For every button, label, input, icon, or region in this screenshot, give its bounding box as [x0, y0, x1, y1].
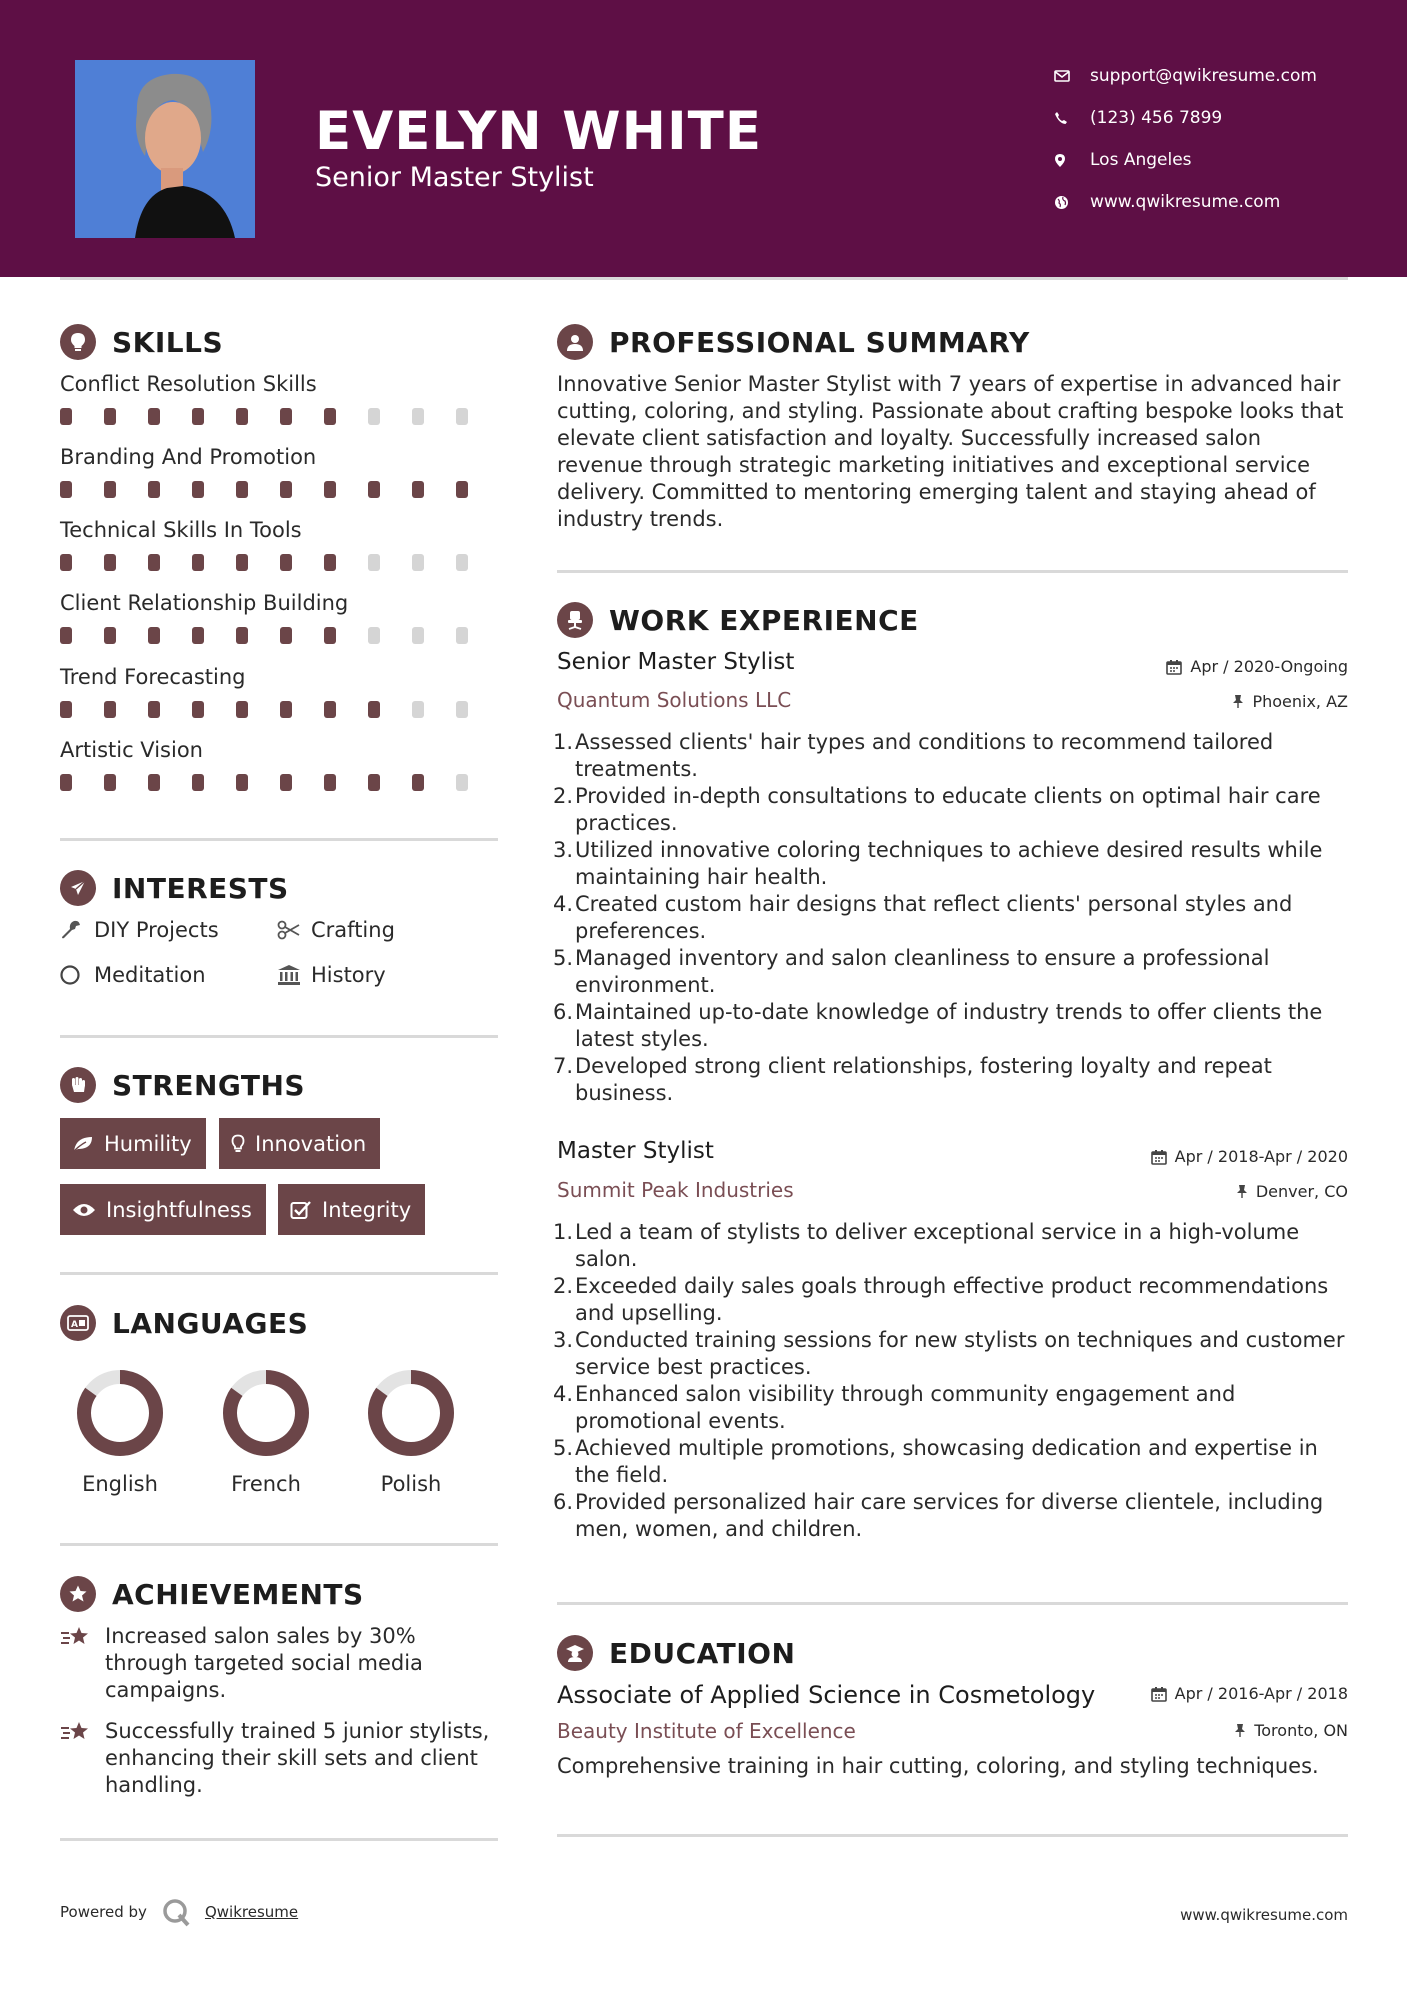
skill-rating	[60, 481, 500, 498]
skill-rating	[60, 408, 500, 425]
interest-item: DIY Projects	[60, 918, 219, 942]
skills-title: SKILLS	[112, 325, 224, 359]
rating-dot-filled	[368, 701, 380, 718]
education-section-header	[557, 1635, 795, 1671]
job-date: Apr / 2020-Ongoing	[1166, 657, 1348, 676]
graduate-icon	[557, 1635, 593, 1671]
profile-photo	[75, 60, 255, 238]
skill-rating	[60, 701, 500, 718]
rating-dot-filled	[280, 554, 292, 571]
rating-dot-filled	[236, 701, 248, 718]
rating-dot-filled	[60, 701, 72, 718]
rating-dot-filled	[324, 481, 336, 498]
company-name: Summit Peak Industries	[557, 1178, 794, 1202]
list-item: 4. Created custom hair designs that reflect clients' personal styles and preferences.	[553, 892, 1293, 943]
languages-title: LANGUAGES	[112, 1306, 309, 1340]
rating-dot-filled	[324, 554, 336, 571]
list-item: 3. Conducted training sessions for new stylists on techniques and customer service best practices.	[553, 1328, 1345, 1379]
pushpin-icon	[1232, 694, 1244, 709]
raised-fist-icon	[60, 1067, 96, 1103]
section-divider	[60, 838, 498, 841]
skill-name: Client Relationship Building	[60, 591, 349, 615]
school-name: Beauty Institute of Excellence	[557, 1719, 856, 1743]
summary-title: PROFESSIONAL SUMMARY	[609, 325, 1030, 359]
check-square-icon	[290, 1200, 312, 1220]
section-divider	[557, 570, 1348, 573]
rating-dot-filled	[368, 774, 380, 791]
rating-dot-filled	[236, 554, 248, 571]
rating-dot-filled	[280, 774, 292, 791]
contact-phone[interactable]: (123) 456 7899	[1054, 97, 1317, 139]
language-donut	[221, 1368, 311, 1458]
list-item: 6. Provided personalized hair care services for diverse clientele, including men, women, and children.	[553, 1490, 1324, 1541]
rating-dot-empty	[368, 408, 380, 425]
interest-item: History	[277, 963, 386, 987]
wrench-icon	[60, 919, 94, 941]
job-title: Senior Master Stylist	[557, 649, 795, 675]
rating-dot-filled	[236, 481, 248, 498]
rating-dot-filled	[104, 627, 116, 644]
achievement-item: Successfully trained 5 junior stylists, enhancing their skill sets and client handling.	[60, 1718, 500, 1799]
user-icon	[557, 324, 593, 360]
achievements-title: ACHIEVEMENTS	[112, 1577, 364, 1611]
rating-dot-empty	[456, 701, 468, 718]
lightbulb-icon	[231, 1134, 245, 1154]
rating-dot-filled	[324, 701, 336, 718]
rating-dot-empty	[412, 627, 424, 644]
globe-icon	[1054, 195, 1090, 210]
eye-icon	[72, 1202, 96, 1218]
rating-dot-filled	[368, 481, 380, 498]
section-divider	[60, 1838, 498, 1841]
skill-rating	[60, 774, 500, 791]
interests-title: INTERESTS	[112, 871, 289, 905]
rating-dot-filled	[192, 774, 204, 791]
skill-item	[60, 518, 500, 571]
map-pin-icon	[1054, 153, 1090, 168]
calendar-icon	[1166, 659, 1182, 675]
list-item: 5. Achieved multiple promotions, showcasing dedication and expertise in the field.	[553, 1436, 1318, 1487]
rating-dot-empty	[368, 554, 380, 571]
job-responsibilities	[553, 1219, 1353, 1543]
rating-dot-filled	[104, 774, 116, 791]
skill-name: Conflict Resolution Skills	[60, 372, 317, 396]
skill-name: Technical Skills In Tools	[60, 518, 302, 542]
language-name: English	[82, 1472, 158, 1496]
rating-dot-filled	[104, 408, 116, 425]
strength-tag: Humility	[60, 1118, 206, 1169]
rating-dot-empty	[412, 408, 424, 425]
contact-location: Los Angeles	[1054, 139, 1317, 181]
footer-url[interactable]: www.qwikresume.com	[1180, 1906, 1348, 1924]
rating-dot-filled	[192, 554, 204, 571]
company-name: Quantum Solutions LLC	[557, 688, 792, 712]
list-item: 6. Maintained up-to-date knowledge of industry trends to offer clients the latest styles.	[553, 1000, 1323, 1051]
rating-dot-filled	[280, 627, 292, 644]
leaf-icon	[72, 1135, 94, 1153]
star-badge-icon	[60, 1576, 96, 1612]
rating-dot-filled	[412, 481, 424, 498]
qwikresume-link[interactable]: Qwikresume	[204, 1903, 299, 1921]
rating-dot-filled	[280, 481, 292, 498]
rating-dot-filled	[60, 554, 72, 571]
achievement-item: Increased salon sales by 30% through targeted social media campaigns.	[60, 1623, 500, 1704]
skills-section-header	[60, 324, 223, 360]
language-item	[50, 1368, 190, 1496]
rating-dot-empty	[456, 554, 468, 571]
interest-item: Meditation	[60, 963, 206, 987]
rating-dot-filled	[324, 774, 336, 791]
job-title: Master Stylist	[557, 1138, 714, 1164]
list-item: 5. Managed inventory and salon cleanliness to ensure a professional environment.	[553, 946, 1270, 997]
pushpin-icon	[1234, 1723, 1246, 1738]
rating-dot-empty	[456, 408, 468, 425]
rating-dot-filled	[148, 481, 160, 498]
header-divider	[60, 277, 1348, 280]
section-divider	[60, 1272, 498, 1275]
education-description: Comprehensive training in hair cutting, coloring, and styling techniques.	[557, 1754, 1319, 1778]
contact-website[interactable]: www.qwikresume.com	[1054, 181, 1317, 223]
section-divider	[557, 1602, 1348, 1605]
skill-name: Trend Forecasting	[60, 665, 246, 689]
contact-list	[1054, 55, 1317, 223]
skill-item	[60, 665, 500, 718]
rating-dot-filled	[280, 701, 292, 718]
rating-dot-empty	[456, 627, 468, 644]
rating-dot-filled	[456, 481, 468, 498]
interest-item: Crafting	[277, 918, 395, 942]
scissors-icon	[277, 920, 311, 940]
degree-title: Associate of Applied Science in Cosmetology	[557, 1681, 1096, 1709]
list-item: 1. Led a team of stylists to deliver exceptional service in a high-volume salon.	[553, 1220, 1300, 1271]
rating-dot-filled	[192, 627, 204, 644]
list-item: 2. Exceeded daily sales goals through effective product recommendations and upselling.	[553, 1274, 1329, 1325]
skill-item	[60, 372, 500, 425]
strengths-section-header	[60, 1067, 305, 1103]
list-item: 4. Enhanced salon visibility through community engagement and promotional events.	[553, 1382, 1236, 1433]
footer-branding	[60, 1897, 298, 1927]
education-title: EDUCATION	[609, 1636, 796, 1670]
language-donut	[75, 1368, 165, 1458]
svg-text:A: A	[71, 1320, 78, 1330]
rating-dot-empty	[412, 554, 424, 571]
education-location: Toronto, ON	[1234, 1721, 1348, 1740]
rating-dot-filled	[324, 408, 336, 425]
rating-dot-filled	[60, 774, 72, 791]
language-name: Polish	[380, 1472, 442, 1496]
rating-dot-filled	[236, 627, 248, 644]
skill-rating	[60, 554, 500, 571]
summary-text: Innovative Senior Master Stylist with 7 years of expertise in advanced hair cutting, coloring, and styling. Passionate about crafting bespoke looks that elevate client satisfaction and loyalty. Successfully increased salon revenue through strategic marketing initiatives and exceptional service delivery. Committed to mentoring emerging talent and staying ahead of industry trends.	[557, 372, 1344, 531]
strength-tag: Integrity	[278, 1184, 425, 1235]
experience-title: WORK EXPERIENCE	[609, 603, 919, 637]
office-chair-icon	[557, 602, 593, 638]
phone-icon	[1054, 111, 1090, 125]
envelope-icon	[1054, 69, 1090, 83]
section-divider	[557, 1834, 1348, 1837]
rating-dot-filled	[412, 774, 424, 791]
museum-icon	[277, 964, 311, 986]
circle-icon	[60, 964, 94, 986]
shooting-star-icon	[60, 1623, 105, 1704]
powered-by-label: Powered by	[60, 1903, 147, 1921]
job-responsibilities	[553, 729, 1353, 1107]
skill-item	[60, 738, 500, 791]
paper-plane-icon	[60, 870, 96, 906]
rating-dot-filled	[104, 701, 116, 718]
skill-name: Artistic Vision	[60, 738, 203, 762]
rating-dot-filled	[148, 774, 160, 791]
rating-dot-filled	[104, 554, 116, 571]
list-item: 3. Utilized innovative coloring techniques to achieve desired results while maintaining hair health.	[553, 838, 1323, 889]
strength-tag: Insightfulness	[60, 1184, 266, 1235]
rating-dot-empty	[368, 627, 380, 644]
list-item: 2. Provided in-depth consultations to educate clients on optimal hair care practices.	[553, 784, 1321, 835]
interests-section-header	[60, 870, 289, 906]
job-location: Phoenix, AZ	[1232, 692, 1348, 711]
rating-dot-filled	[148, 627, 160, 644]
rating-dot-filled	[324, 627, 336, 644]
skill-name: Branding And Promotion	[60, 445, 317, 469]
language-name: French	[231, 1472, 301, 1496]
experience-section-header	[557, 602, 919, 638]
resume-header	[0, 0, 1407, 277]
rating-dot-filled	[280, 408, 292, 425]
rating-dot-filled	[148, 554, 160, 571]
shooting-star-icon	[60, 1718, 105, 1799]
list-item: 1. Assessed clients' hair types and conditions to recommend tailored treatments.	[553, 730, 1274, 781]
job-location: Denver, CO	[1236, 1182, 1348, 1201]
pushpin-icon	[1236, 1184, 1248, 1199]
qwikresume-logo	[161, 1897, 191, 1927]
language-item	[341, 1368, 481, 1496]
rating-dot-filled	[148, 701, 160, 718]
rating-dot-filled	[236, 774, 248, 791]
language-card-icon	[60, 1305, 96, 1341]
list-item: 7. Developed strong client relationships, fostering loyalty and repeat business.	[553, 1054, 1272, 1105]
rating-dot-filled	[192, 408, 204, 425]
rating-dot-filled	[60, 481, 72, 498]
candidate-title: Senior Master Stylist	[315, 162, 594, 193]
skill-item	[60, 591, 500, 644]
strength-tag: Innovation	[219, 1118, 380, 1169]
strengths-title: STRENGTHS	[112, 1068, 306, 1102]
section-divider	[60, 1035, 498, 1038]
language-donut	[366, 1368, 456, 1458]
languages-section-header	[60, 1305, 308, 1341]
language-item	[196, 1368, 336, 1496]
rating-dot-empty	[412, 701, 424, 718]
candidate-name: EVELYN WHITE	[315, 101, 763, 162]
rating-dot-filled	[148, 408, 160, 425]
skill-rating	[60, 627, 500, 644]
rating-dot-filled	[60, 408, 72, 425]
rating-dot-filled	[192, 481, 204, 498]
rating-dot-filled	[236, 408, 248, 425]
contact-email[interactable]: support@qwikresume.com	[1054, 55, 1317, 97]
calendar-icon	[1151, 1149, 1167, 1165]
lightbulb-icon	[60, 324, 96, 360]
education-date: Apr / 2016-Apr / 2018	[1151, 1684, 1348, 1703]
rating-dot-empty	[456, 774, 468, 791]
section-divider	[60, 1543, 498, 1546]
summary-section-header	[557, 324, 1030, 360]
job-date: Apr / 2018-Apr / 2020	[1151, 1147, 1348, 1166]
calendar-icon	[1151, 1686, 1167, 1702]
rating-dot-filled	[192, 701, 204, 718]
rating-dot-filled	[60, 627, 72, 644]
achievements-section-header	[60, 1576, 364, 1612]
rating-dot-filled	[104, 481, 116, 498]
skill-item	[60, 445, 500, 498]
